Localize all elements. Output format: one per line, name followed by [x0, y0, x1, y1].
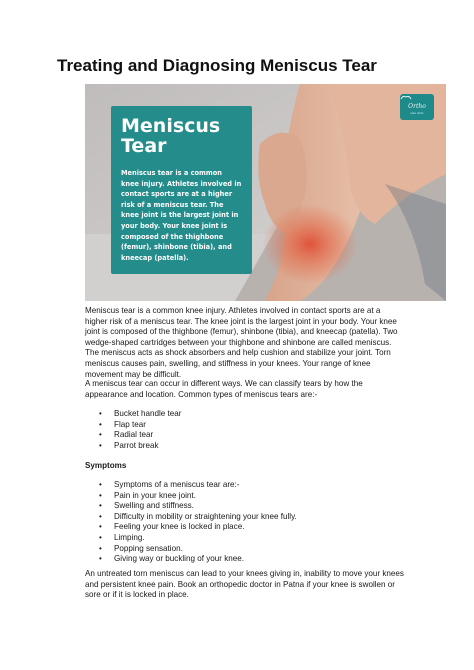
- card-text-line: Meniscus tear is a common: [121, 169, 222, 177]
- list-item: [99, 512, 297, 523]
- list-item-text: Pain in your knee joint.: [114, 490, 196, 500]
- list-item: [99, 430, 182, 441]
- logo-mark-icon: [400, 94, 412, 101]
- list-item-text: Flap tear: [114, 419, 146, 429]
- page-title: Treating and Diagnosing Meniscus Tear: [57, 56, 377, 75]
- text-line: meniscus causes pain, swelling, and stiffness in your knees. Your range of knee: [85, 358, 371, 368]
- bullet-icon: •: [99, 511, 102, 521]
- list-item: [99, 420, 182, 431]
- symptoms-list: [99, 480, 297, 565]
- list-item-text: Giving way or buckling of your knee.: [114, 554, 245, 564]
- list-item: [99, 501, 297, 512]
- text-line: movement may be difficult.: [85, 369, 182, 379]
- bullet-icon: •: [99, 543, 102, 553]
- card-text-line: knee joint is the largest joint in: [121, 211, 239, 220]
- bullet-icon: •: [99, 419, 102, 429]
- card-text-line: your body. Your knee joint is: [121, 221, 228, 230]
- text-line: The meniscus acts as shock absorbers and help cushion and stabilize your joint. Torn: [85, 348, 391, 358]
- list-item: [99, 522, 297, 533]
- list-item-text: Bucket handle tear: [114, 409, 182, 418]
- list-item: [99, 554, 297, 565]
- closing-paragraph: [85, 569, 425, 601]
- bullet-icon: •: [99, 409, 102, 418]
- tear-types-list: [99, 409, 182, 451]
- bullet-icon: •: [99, 554, 102, 564]
- list-item-text: Radial tear: [114, 430, 154, 440]
- logo-text: Ortho: [408, 103, 426, 110]
- bullet-icon: •: [99, 501, 102, 511]
- logo-subtext: care clinic: [410, 111, 424, 115]
- text-line: Meniscus tear is a common knee injury. Athletes involved in contact sports are at a: [85, 306, 381, 315]
- card-title-line: Tear: [121, 135, 167, 157]
- text-line: joint is composed of the thighbone (femur), shinbone (tibia), and kneecap (patella). Two: [85, 327, 398, 337]
- text-line: An untreated torn meniscus can lead to your knees giving in, inability to move your knees: [85, 569, 404, 578]
- list-item: [99, 441, 182, 452]
- list-item-text: Symptoms of a meniscus tear are:-: [114, 480, 240, 489]
- card-text-line: knee injury. Athletes involved in: [121, 179, 242, 188]
- text-line: wedge-shaped cartridges between your thighbone and shinbone are called meniscus.: [85, 337, 392, 347]
- bullet-icon: •: [99, 522, 102, 532]
- card-text-line: (femur), shinbone (tibia), and: [121, 243, 232, 252]
- card-text-line: composed of the thighbone: [121, 232, 224, 241]
- bullet-icon: •: [99, 532, 102, 542]
- symptoms-heading: Symptoms: [85, 461, 127, 470]
- list-item: [99, 491, 297, 502]
- list-item-text: Parrot break: [114, 440, 159, 450]
- info-card: [111, 106, 252, 274]
- list-item-text: Swelling and stiffness.: [114, 501, 194, 511]
- list-item: [99, 480, 297, 491]
- list-item: [99, 544, 297, 555]
- text-line: appearance and location. Common types of meniscus tears are:-: [85, 389, 318, 399]
- text-line: and persistent knee pain. Book an orthopedic doctor in Patna if your knee is swollen or: [85, 579, 395, 589]
- list-item-text: Limping.: [114, 532, 145, 542]
- bullet-icon: •: [99, 430, 102, 440]
- list-item-text: Difficulty in mobility or straightening your knee fully.: [114, 511, 297, 521]
- list-item: [99, 533, 297, 544]
- clinic-logo: [400, 94, 434, 120]
- text-line: A meniscus tear can occur in different ways. We can classify tears by how the: [85, 379, 363, 388]
- intro-paragraph: [85, 306, 425, 380]
- text-line: sore or if it is locked in place.: [85, 590, 189, 600]
- types-intro-paragraph: [85, 379, 425, 400]
- bullet-icon: •: [99, 490, 102, 500]
- list-item: [99, 409, 182, 420]
- bullet-icon: •: [99, 440, 102, 450]
- bullet-icon: •: [99, 480, 102, 489]
- card-text: [121, 168, 249, 263]
- list-item-text: Popping sensation.: [114, 543, 183, 553]
- card-text-line: contact sports are at a higher: [121, 190, 233, 199]
- card-text-line: kneecap (patella).: [121, 253, 189, 262]
- list-item-text: Feeling your knee is locked in place.: [114, 522, 245, 532]
- text-line: higher risk of a meniscus tear. The knee joint is the largest joint in your body. Your knee: [85, 316, 397, 326]
- card-title-line: Meniscus: [121, 115, 221, 137]
- card-title: [121, 116, 249, 156]
- hero-image: [85, 84, 446, 301]
- card-text-line: risk of a meniscus tear. The: [121, 200, 224, 209]
